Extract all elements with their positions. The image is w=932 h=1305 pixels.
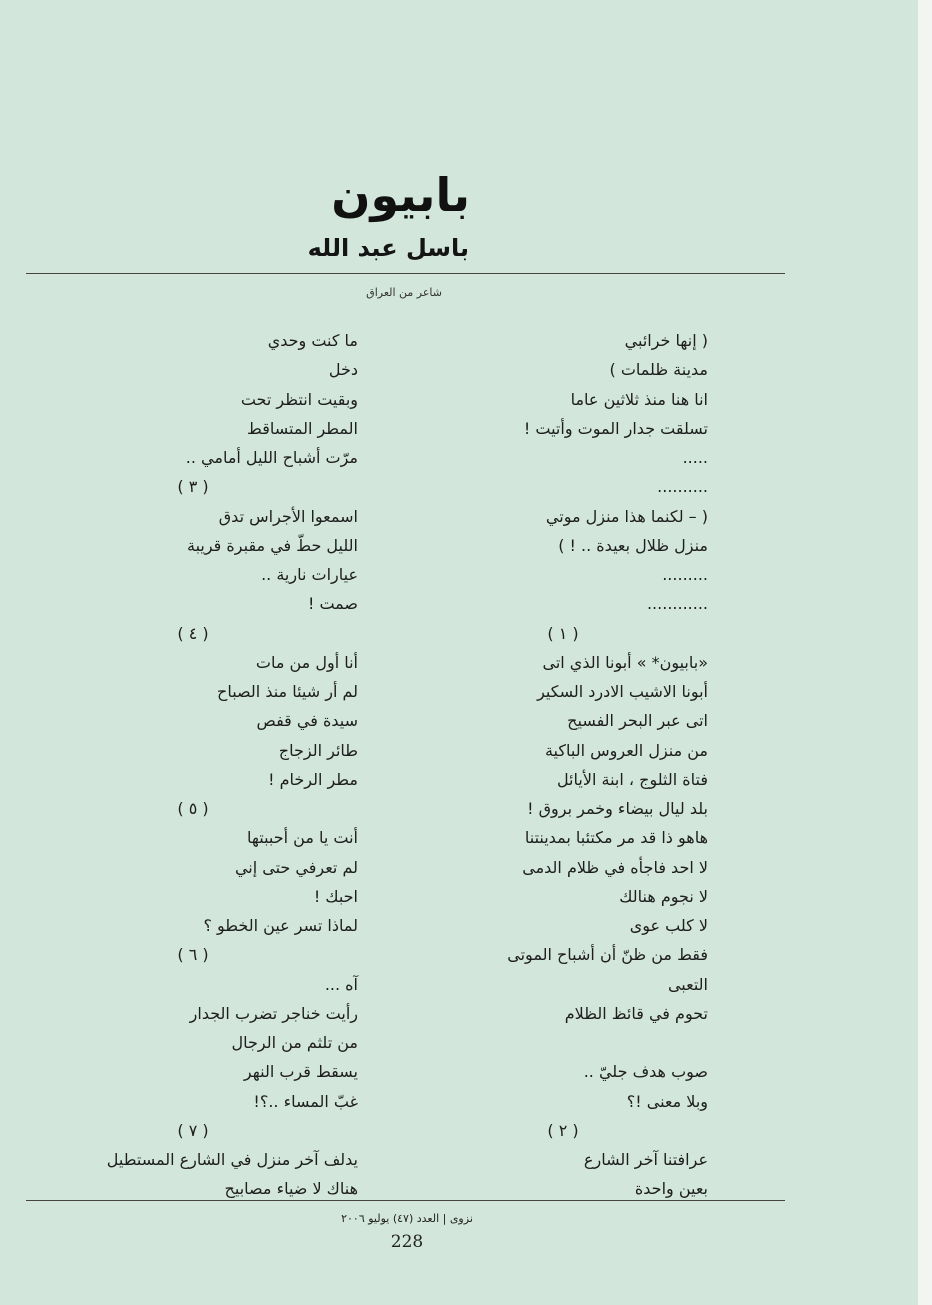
- poem-line: ............: [646, 594, 708, 614]
- poem-line: منزل ظلال بعيدة .. ! ): [558, 535, 708, 555]
- poem-line: مطر الرخام !: [268, 769, 358, 789]
- poem-line: ( ٥ ): [177, 799, 209, 818]
- poem-line: الليل حطّ في مقبرة قريبة: [186, 535, 358, 555]
- poem-line: «بابيون* » أبونا الذي اتى: [542, 652, 708, 672]
- poem-column-right: [418, 326, 708, 1204]
- poem-line: يسقط قرب النهر: [243, 1062, 358, 1082]
- poem-line: غبّ المساء ..؟!: [253, 1091, 358, 1111]
- footer-info: نزوى | العدد (٤٧) يوليو ٢٠٠٦: [341, 1212, 473, 1225]
- poem-line: صمت !: [307, 594, 358, 614]
- poem-line: أنت يا من أحببتها: [246, 828, 358, 848]
- poem-line: ( ١ ): [547, 623, 579, 643]
- page-number: 228: [390, 1232, 424, 1252]
- poem-line: مدينة ظلمات ): [609, 360, 708, 380]
- poem-line: ( إنها خرائبي: [624, 331, 708, 350]
- poem-line: من تلثم من الرجال: [231, 1033, 358, 1052]
- poem-line: وبلا معنى !؟: [626, 1091, 708, 1111]
- poem-line: فتاة الثلوج ، ابنة الأيائل: [556, 769, 708, 789]
- poem-line: بلد ليال بيضاء وخمر بروق !: [527, 799, 708, 818]
- poem-line: طائر الزجاج: [278, 740, 358, 760]
- poem-line: صوب هدف جليّ ..: [583, 1062, 708, 1082]
- poem-line: من منزل العروس الباكية: [544, 740, 708, 760]
- poem-line: تسلقت جدار الموت وأتيت !: [523, 418, 708, 438]
- footer-divider: [26, 1200, 785, 1201]
- poem-line: أنا أول من مات: [255, 652, 358, 672]
- poem-line: هاهو ذا قد مر مكتئبا بمدينتنا: [524, 828, 708, 848]
- poem-line: عيارات نارية ..: [261, 565, 358, 584]
- poem-line: لماذا تسر عين الخطو ؟: [203, 916, 358, 935]
- poem-line: ..........: [657, 477, 708, 497]
- page-edge: [918, 0, 932, 1305]
- poem-line: التعبى: [667, 974, 708, 994]
- poem-line: .........: [662, 565, 708, 584]
- poem-line: ( ٢ ): [547, 1120, 579, 1140]
- poem-line: ما كنت وحدي: [267, 331, 358, 350]
- author-name: باسل عبد الله: [307, 234, 469, 262]
- poem-line: رأيت خناجر تضرب الجدار: [189, 1003, 358, 1023]
- poem-line: لم تعرفي حتى إني: [234, 857, 358, 877]
- author-subtitle: شاعر من العراق: [366, 286, 442, 299]
- poem-line: [418, 1028, 708, 1057]
- poem-column-left: [28, 326, 358, 1204]
- poem-line: لا كلب عوى: [629, 916, 708, 935]
- poem-line: عرافتنا آخر الشارع: [583, 1150, 708, 1169]
- poem-line: لا نجوم هنالك: [619, 886, 708, 906]
- poem-line: سيدة في قفص: [256, 711, 358, 731]
- poem-line: اتى عبر البحر الفسيح: [567, 711, 708, 731]
- poem-line: ( ٧ ): [177, 1120, 209, 1140]
- poem-line: مرّت أشباح الليل أمامي ..: [185, 448, 358, 467]
- poem-line: تحوم في قائظ الظلام: [564, 1003, 708, 1023]
- poem-line: أبونا الاشيب الادرد السكير: [537, 682, 708, 701]
- poem-line: احبك !: [313, 886, 358, 906]
- poem-line: دخل: [328, 360, 358, 380]
- poem-line: بعين واحدة: [634, 1179, 708, 1199]
- poem-line: يدلف آخر منزل في الشارع المستطيل: [106, 1150, 358, 1169]
- poem-line: وبقيت انتظر تحت: [240, 389, 358, 409]
- poem-line: ( ٤ ): [177, 623, 209, 643]
- poem-line: انا هنا منذ ثلاثين عاما: [570, 389, 708, 409]
- poem-line: .....: [682, 448, 708, 467]
- poem-line: المطر المتساقط: [247, 418, 358, 438]
- poem-line: لم أر شيئا منذ الصباح: [217, 682, 358, 701]
- header-divider: [26, 273, 785, 274]
- poem-line: هناك لا ضياء مصابيح: [224, 1179, 358, 1199]
- poem-line: ( – لكنما هذا منزل موتي: [545, 506, 708, 526]
- poem-line: لا احد فاجأه في ظلام الدمى: [522, 857, 708, 877]
- poem-line: آه ...: [324, 974, 358, 994]
- poem-line: ( ٣ ): [177, 477, 209, 497]
- poem-line: فقط من ظنّ أن أشباح الموتى: [507, 945, 708, 965]
- poem-title: بابيون: [331, 168, 470, 222]
- poem-line: اسمعوا الأجراس تدق: [218, 506, 358, 526]
- poem-line: ( ٦ ): [177, 945, 209, 965]
